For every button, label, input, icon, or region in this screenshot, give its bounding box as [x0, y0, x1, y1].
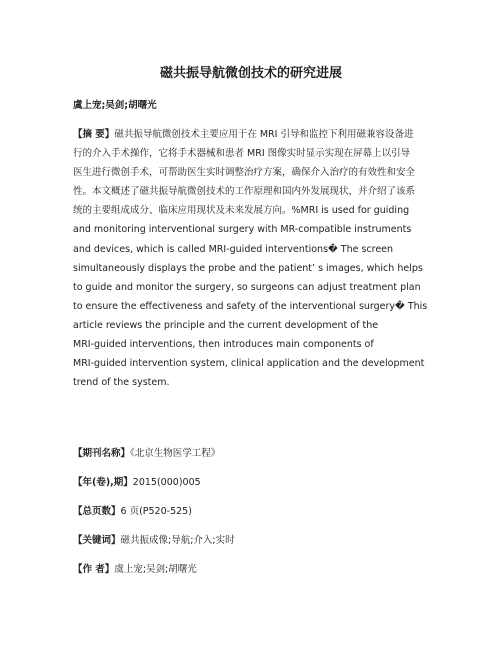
authors-field [73, 561, 197, 575]
field-value: 虞上宠;吴剑;胡曙光 [114, 564, 197, 575]
abstract-line: 医生进行微创手术，可帮助医生实时调整治疗方案，确保介入治疗的有效性和安全 [73, 167, 416, 179]
abstract-line: trend of the system. [73, 377, 170, 389]
abstract-line: 统的主要组成成分、临床应用现状及未来发展方向。%MRI is used for guiding [73, 205, 410, 217]
paper-title: 磁共振导航微创技术的研究进展 [159, 66, 342, 81]
abstract-line: 行的介入手术操作，它将手术器械和患者 MRI 图像实时显示实现在屏幕上以引导 [73, 148, 411, 160]
abstract-label: 【摘 要】 [73, 129, 115, 140]
abstract-line [73, 125, 433, 144]
year-volume-issue-field [73, 474, 201, 488]
field-label: 【年(卷),期】 [73, 477, 133, 488]
abstract-line: simultaneously displays the probe and the patient’ s images, which helps [73, 262, 423, 274]
abstract-line: to ensure the effectiveness and safety of the interventional surgery� This [73, 300, 428, 312]
abstract-line: article reviews the principle and the current development of the [73, 319, 379, 331]
field-label: 【作 者】 [73, 564, 115, 575]
journal-name-field [73, 445, 220, 459]
field-label: 【关键词】 [73, 535, 121, 546]
field-label: 【总页数】 [73, 506, 121, 517]
abstract-block [73, 125, 433, 392]
paper-authors: 虞上宠;吴剑;胡曙光 [73, 100, 157, 111]
abstract-line: and monitoring interventional surgery with MR-compatible instruments [73, 224, 412, 236]
field-value: 《北京生物医学工程》 [130, 448, 221, 459]
field-value: 磁共振成像;导航;介入;实时 [120, 535, 235, 546]
keywords-field [73, 532, 235, 546]
page-count-field [73, 503, 192, 517]
abstract-text: 磁共振导航微创技术主要应用于在 MRI 引导和监控下利用磁兼容设备进 [114, 129, 414, 140]
field-value: 6 页(P520-525) [120, 506, 192, 517]
field-label: 【期刊名称】 [73, 448, 131, 459]
field-value: 2015(000)005 [132, 477, 201, 488]
abstract-line: 性。本文概述了磁共振导航微创技术的工作原理和国内外发展现状，并介绍了该系 [73, 186, 416, 198]
abstract-line: and devices, which is called MRI-guided interventions� The screen [73, 243, 394, 255]
abstract-line: MRI-guided interventions, then introduces main components of [73, 339, 374, 351]
abstract-line: MRI-guided intervention system, clinical application and the development [73, 358, 425, 370]
abstract-line: to guide and monitor the surgery, so surgeons can adjust treatment plan [73, 281, 421, 293]
